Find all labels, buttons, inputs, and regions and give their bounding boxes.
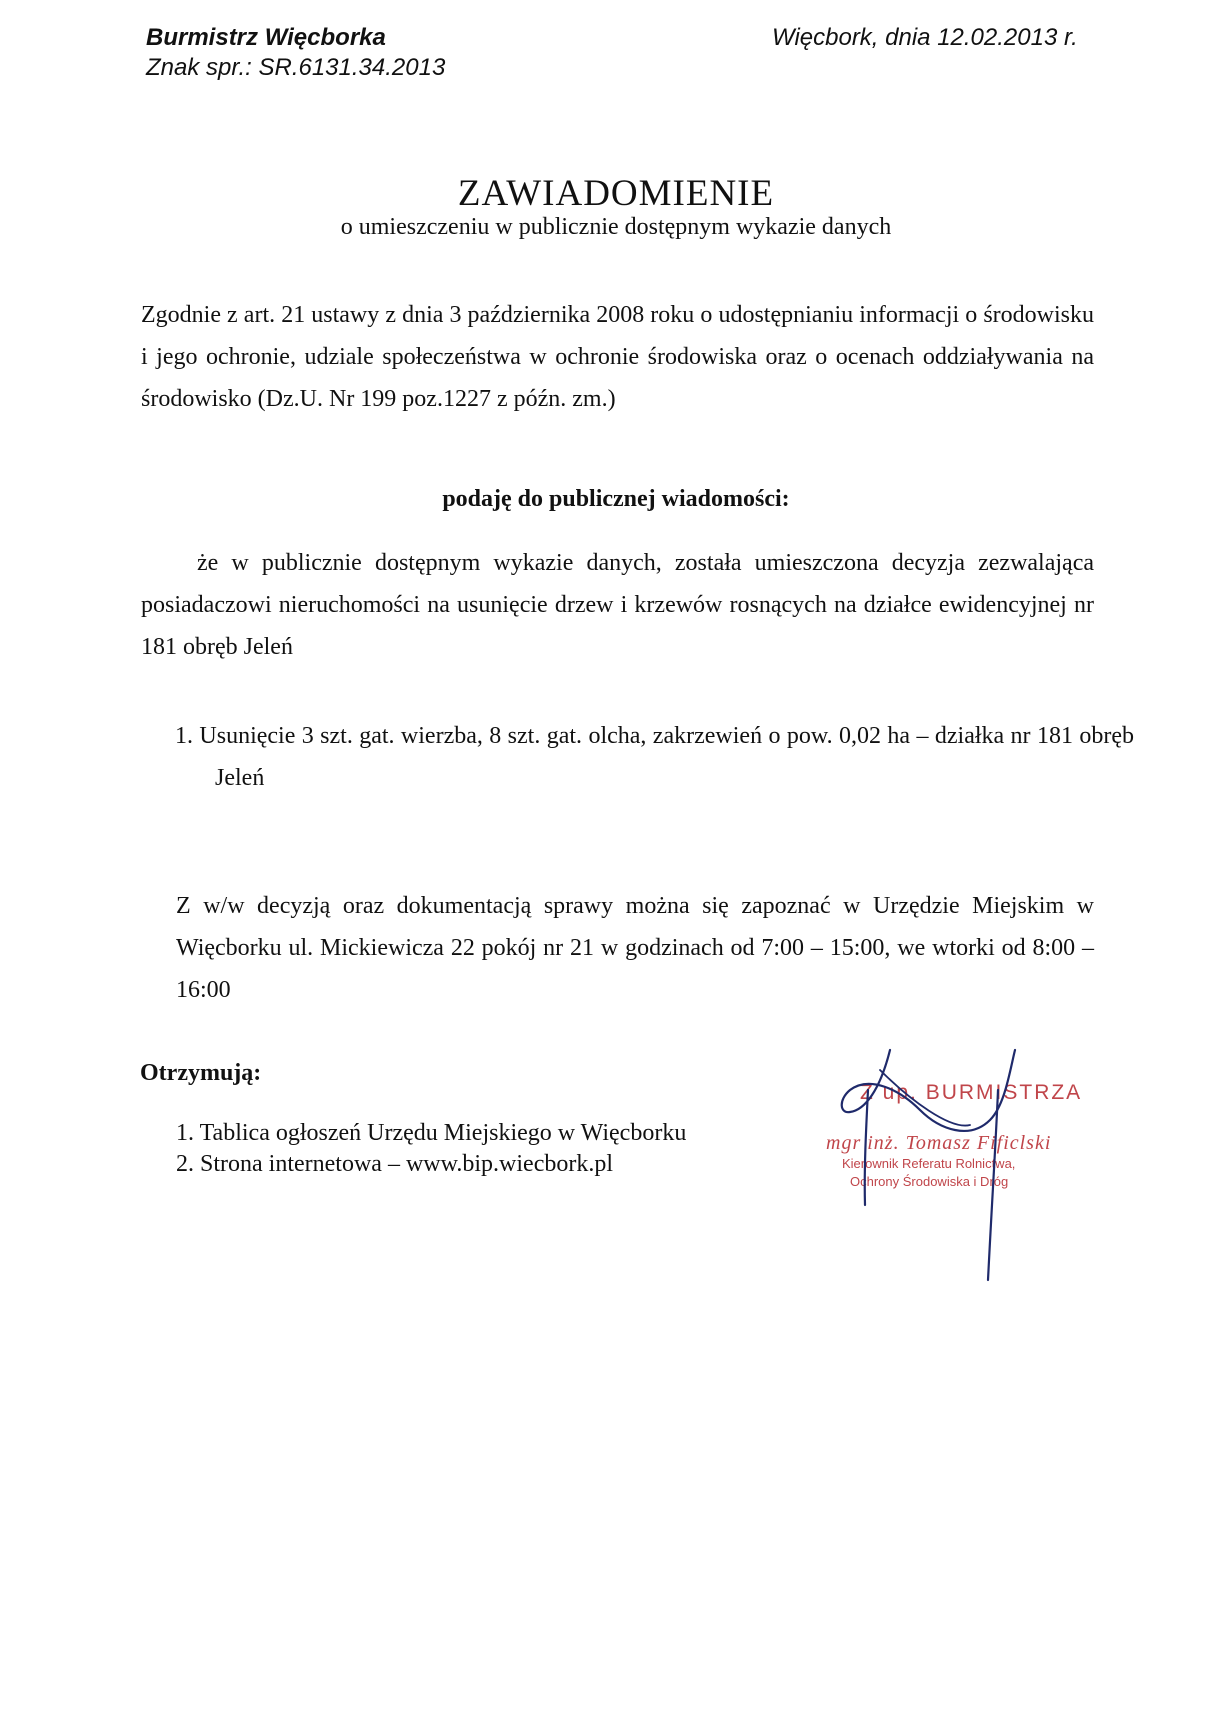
recipient-item: 1. Tablica ogłoszeń Urzędu Miejskiego w Więcborku: [176, 1120, 687, 1146]
list-item: 1. Usunięcie 3 szt. gat. wierzba, 8 szt. gat. olcha, zakrzewień o pow. 0,02 ha – działka nr 181 obręb Jeleń: [175, 723, 1134, 791]
stamp-line-3: Kierownik Referatu Rolnictwa,: [842, 1156, 1016, 1171]
intro-paragraph: Zgodnie z art. 21 ustawy z dnia 3 października 2008 roku o udostępnianiu informacji o środowisku i jego ochronie, udziale społeczeństwa w ochronie środowiska oraz o ocenach oddziaływania na środowisko (Dz.U. Nr 199 poz.1227 z późn. zm.): [141, 302, 1094, 412]
stamp-line-2: mgr inż. Tomasz Fificlski: [826, 1132, 1052, 1154]
signature-stroke: [880, 1070, 970, 1126]
place-date: Więcbork, dnia 12.02.2013 r.: [772, 24, 1078, 51]
decision-paragraph: że w publicznie dostępnym wykazie danych, została umieszczona decyzja zezwalająca posiadaczowi nieruchomości na usunięcie drzew i krzewów rosnących na działce ewidencyjnej nr 181 obręb Jeleń: [141, 550, 1094, 660]
info-paragraph: Z w/w decyzją oraz dokumentacją sprawy można się zapoznać w Urzędzie Miejskim w Więcborku ul. Mickiewicza 22 pokój nr 21 w godzinach od 7:00 – 15:00, we wtorki od 8:00 – 16:00: [176, 893, 1094, 1003]
signature-stroke: [988, 1090, 998, 1280]
stamp-line-1: Z up. BURMISTRZA: [860, 1081, 1083, 1104]
document-subtitle: o umieszczeniu w publicznie dostępnym wykazie danych: [340, 214, 892, 240]
signature-stroke: [865, 1090, 868, 1205]
announcement-heading: podaję do publicznej wiadomości:: [442, 486, 790, 512]
handwritten-signature: [820, 1030, 1083, 1290]
document-title: ZAWIADOMIENIE: [457, 173, 775, 214]
stamp-line-4: Ochrony Środowiska i Dróg: [850, 1174, 1009, 1189]
recipient-item: 2. Strona internetowa – www.bip.wiecbork.pl: [176, 1151, 614, 1177]
reference-number: Znak spr.: SR.6131.34.2013: [146, 54, 446, 81]
recipients-heading: Otrzymują:: [140, 1060, 262, 1086]
issuer: Burmistrz Więcborka: [146, 24, 386, 51]
recipients-list: [176, 1118, 686, 1180]
